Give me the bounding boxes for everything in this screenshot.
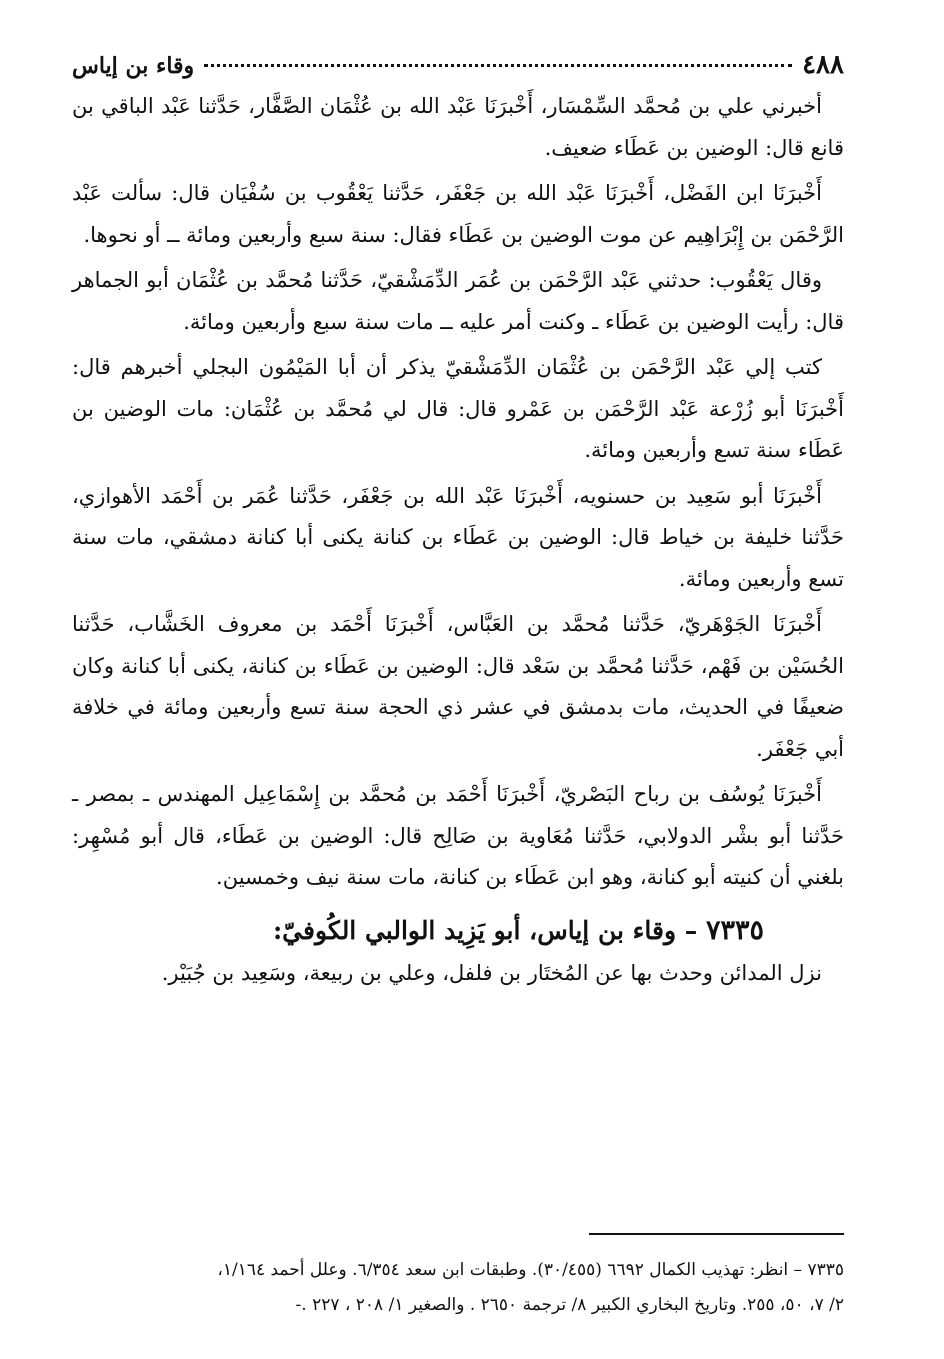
- paragraph-4: كتب إلي عَبْد الرَّحْمَن بن عُثْمَان الدِّمَشْقيّ يذكر أن أبا المَيْمُون البجلي أخبرهم قال: أَخْبرَنَا أبو زُرْعة عَبْد الرَّحْمَن بن عَمْرو قال: قال لي مُحمَّد بن عُثْمَان: مات الوضين بن عَطَاء سنة تسع وأربعين ومائة.: [72, 355, 844, 462]
- paragraph-3: وقال يَعْقُوب: حدثني عَبْد الرَّحْمَن بن عُمَر الدِّمَشْقيّ، حَدَّثنا مُحمَّد بن عُثْمَان أبو الجماهر قال: رأيت الوضين بن عَطَاء ـ وكنت أمر عليه ــ مات سنة سبع وأربعين ومائة.: [72, 268, 844, 334]
- paragraph-6: أَخْبرَنَا الجَوْهَريّ، حَدَّثنا مُحمَّد بن العَبَّاس، أَخْبرَنَا أَحْمَد بن معروف الخَشَّاب، حَدَّثنا الحُسَيْن بن فَهْم، حَدَّثنا مُحمَّد بن سَعْد قال: الوضين بن عَطَاء بن كنانة، يكنى أبا كنانة وكان ضعيفًا في الحديث، مات بدمشق في عشر ذي الحجة سنة تسع وأربعين ومائة في خلافة أبي جَعْفَر.: [72, 612, 844, 761]
- entry-title: وقاء بن إياس، أبو يَزِيد الوالبي الكُوفيّ:: [272, 915, 677, 945]
- footnote-line-1: ٧٣٣٥ – انظر: تهذيب الكمال ٦٦٩٢ (٣٠/٤٥٥). وطبقات ابن سعد ٦/٣٥٤. وعلل أحمد ١/١٦٤،: [217, 1260, 844, 1280]
- footnote-line-2: ٢/ ٧، ٥٠، ٢٥٥. وتاريخ البخاري الكبير ٨/ ترجمة ٢٦٥٠ . والصغير ١/ ٢٠٨ ، ٢٢٧ .-: [295, 1295, 844, 1315]
- header-leader-dots: [204, 64, 792, 67]
- footnotes: [72, 1253, 844, 1323]
- running-title: وقاء بن إياس: [72, 53, 195, 79]
- paragraph-2: أَخْبرَنَا ابن الفَضْل، أَخْبرَنَا عَبْد الله بن جَعْفَر، حَدَّثنا يَعْقُوب بن سُفْيَان قال: سألت عَبْد الرَّحْمَن بن إِبْرَاهِيم عن موت الوضين بن عَطَاء فقال: سنة سبع وأربعين ومائة ــ أو نحوها.: [72, 181, 844, 247]
- entry-paragraph: نزل المدائن وحدث بها عن المُختَار بن فلفل، وعلي بن ربيعة، وسَعِيد بن جُبَيْر.: [161, 960, 822, 985]
- entry-number: ٧٣٣٥: [705, 914, 764, 946]
- paragraph-5: أَخْبرَنَا أبو سَعِيد بن حسنويه، أَخْبرَنَا عَبْد الله بن جَعْفَر، حَدَّثنا عُمَر بن أَحْمَد الأهوازي، حَدَّثنا خليفة بن خياط قال: الوضين بن عَطَاء بن كنانة يكنى أبا كنانة دمشقي، مات سنة تسع وأربعين ومائة.: [72, 483, 844, 591]
- paragraph-1: أخبرني علي بن مُحمَّد السِّمْسَار، أَخْبرَنَا عَبْد الله بن عُثْمَان الصَّفَّار، حَدَّثنا عَبْد الباقي بن قانع قال: الوضين بن عَطَاء ضعيف.: [72, 94, 844, 160]
- footnote-rule: [589, 1233, 844, 1235]
- paragraph-7: أَخْبرَنَا يُوسُف بن رباح البَصْريّ، أَخْبرَنَا أَحْمَد بن مُحمَّد بن إِسْمَاعِيل المهندس ـ بمصر ـ حَدَّثنا أبو بشْر الدولابي، حَدَّثنا مُعَاوية بن صَالِح قال: الوضين بن عَطَاء، قال أبو مُسْهِر: بلغني أن كنيته أبو كنانة، وهو ابن عَطَاء بن كنانة، مات سنة نيف وخمسين.: [72, 782, 844, 889]
- entry-heading: [72, 909, 764, 953]
- entry-dash: –: [684, 915, 698, 945]
- page-number: ٤٨٨: [802, 50, 844, 80]
- page-header: [72, 50, 844, 80]
